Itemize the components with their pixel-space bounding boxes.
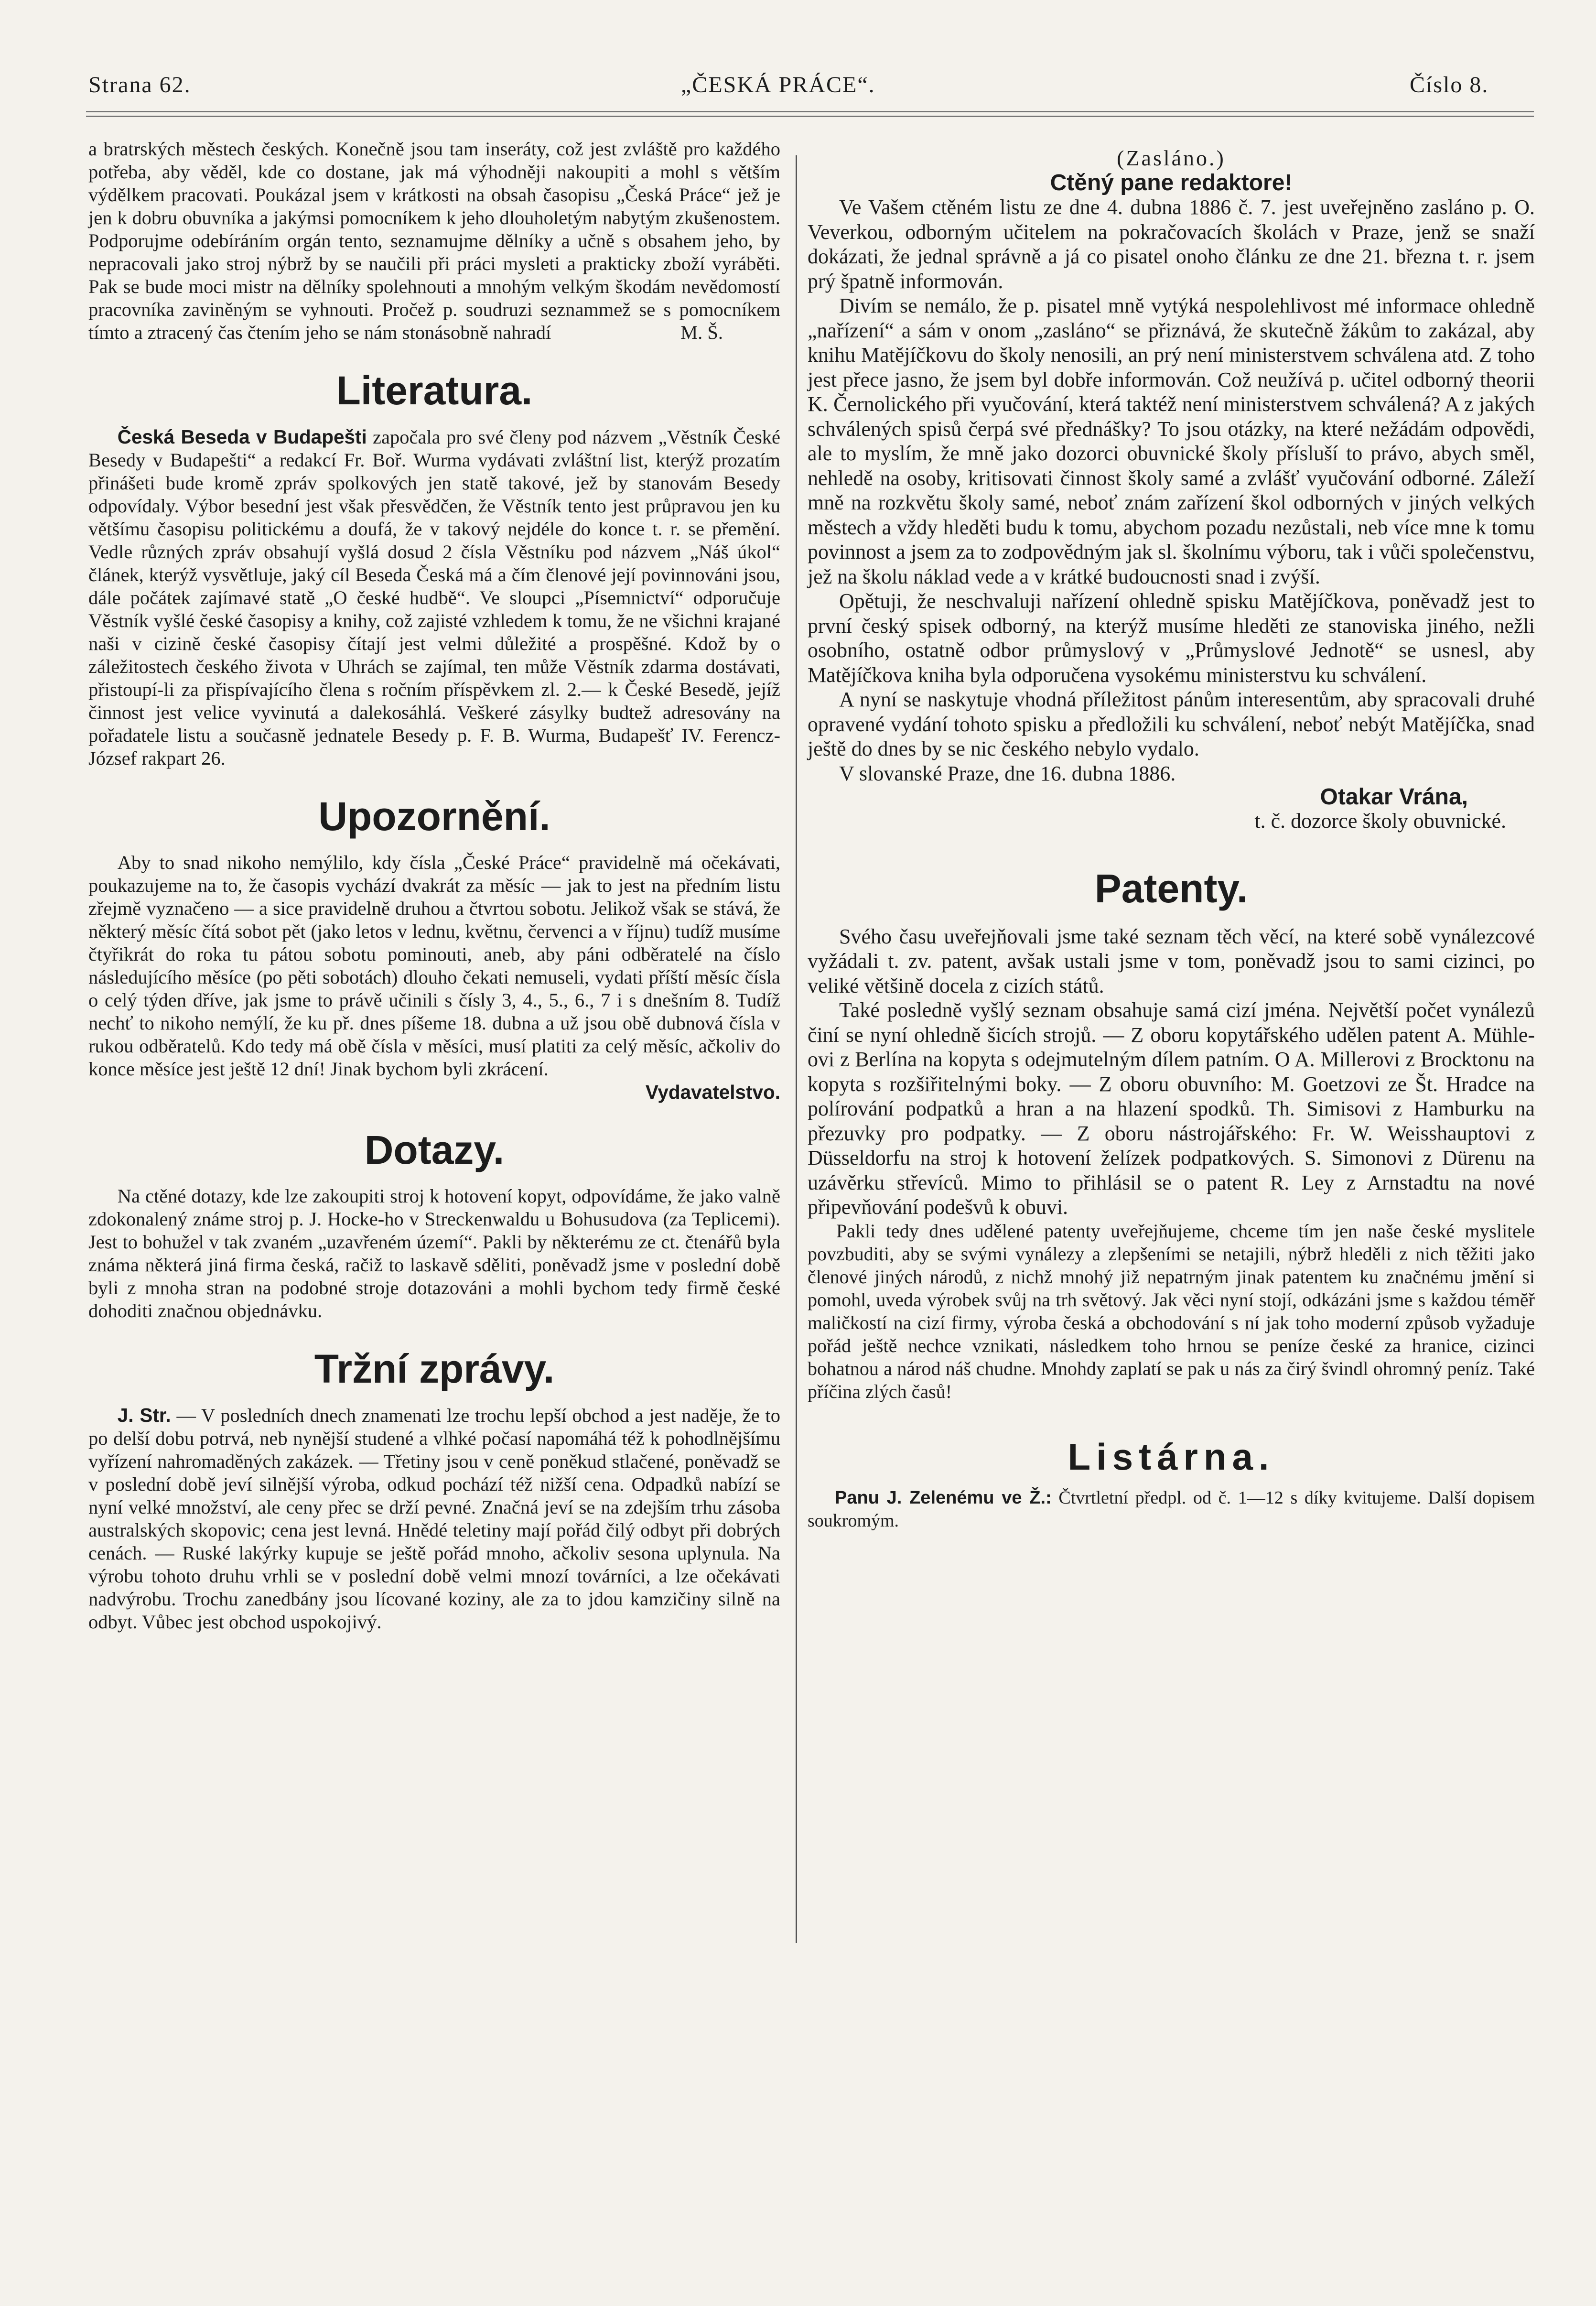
zaslano-paragraph-1: Ve Vašem ctěném listu ze dne 4. dubna 1886 č. 7. jest uveřejněno zasláno p. O. Veverkou, odborným učitelem na pokračovacích školách v Praze, jenž se snaží dokázati, že jednal správně a já co pisatel onoho článku ze dne 21. března t. r. jsem prý špatně informován. xyxy=(808,195,1535,293)
listarna-body: Čtvrtletní předpl. od č. 1—12 s díky kvitujeme. Další dopisem soukromým. xyxy=(808,1487,1535,1531)
zaslano-paragraph-3: Opětuji, že neschvaluji nařízení ohledně spisku Matějíčkova, poněvadž jest to první český spisek odborný, na kterýž musíme hleděti ze stanoviska jiného, nežli osobního, ostatně odbor průmyslový v „Průmyslové Jednotě“ se usnesl, aby Matějíčkova kniha byla odporučena vysokému ministerstvu ku schválení. xyxy=(808,589,1535,687)
zaslano-signature-name: Otakar Vrána, xyxy=(1320,784,1468,810)
section-heading-patenty: Patenty. xyxy=(1094,866,1248,911)
zaslano-heading: (Zasláno.) xyxy=(1117,146,1226,170)
upozorneni-signature: Vydavatelstvo. xyxy=(645,1081,780,1103)
trzni-lead: J. Str. xyxy=(117,1404,171,1426)
article-intro-text: a bratrských městech českých. Konečně jsou tam inseráty, což jest zvláště pro každého potřeba, aby věděl, kde co dostane, jak má výhodněji nakoupiti a mohl s větším výdělkem pracovati. Poukázal jsem v krátkosti na obsah časopisu „Česká Práce“ jež je jen k dobru obuvníka a jakýmsi pomocníkem k jeho dlouholetým nabytým zkušenostem. Podporujme odebíráním orgán tento, seznamujme dělníky a učně s obsahem jeho, by nepracovali jako stroj nýbrž by se naučili při práci mysleti a prakticky zboží vyráběti. Pak se bude moci mistr na dělníky spolehnouti a mnohým velkým škodám nevědomostí pracovníka zaviněným se vyhnouti. Pročež p. soudruzi seznammež se s pomocníkem tímto a ztracený čas čtením jeho se nám stonásobně nahradí xyxy=(88,138,780,343)
zaslano-paragraph-4: A nyní se naskytuje vhodná příležitost pánům interesentům, aby spracovali druhé opravené vydání tohoto spisku a předložili ku schválení, neboť nebýt Matějíčka, snad ještě do dnes by se nic českého nebylo vydalo. xyxy=(808,688,1535,760)
patenty-paragraph-3: Pakli tedy dnes udělené patenty uveřejňujeme, chceme tím jen naše české myslitele povzbuditi, aby se svými vynálezy a zlepšeními se netajili, nýbrž hleděli z nich těžiti jako členové jiných národů, z nichž mnohý již nepatrným jinak patentem ku značnému jmění si pomohl, uveda výrobek svůj na trh světový. Jak věci nyní stojí, odkázáni jsme s každou témĕř maličkostí na cizí firmy, výroba česká a obchodování s ní jak toho moderní způsob vyžaduje pořád ještě nechce vznikati, následkem toho hrnou se peníze české za hranice, cizinci bohatnou a národ náš chudne. Mnohdy zaplatí se pak u nás za čirý švindl ohromný peníz. Také příčina zlých časů! xyxy=(808,1220,1535,1402)
left-column xyxy=(88,138,780,1634)
section-heading-listarna: Listárna. xyxy=(1068,1435,1275,1478)
literatura-text xyxy=(88,425,780,770)
zaslano-paragraph-2: Divím se nemálo, že p. pisatel mně vytýká nespolehlivost mé informace ohledně „nařízení“ a sám v onom „zasláno“ se přiznává, že skutečně žákům to zakázal, aby knihu Matějíčkovu do školy nenosili, an prý není ministerstvem schválena atd. Z toho jest přece jasno, že jsem byl dobře informován. Což neužívá p. učitel odborný theorii K. Černolického při vyučování, která taktéž není ministerstvem schválená? A z jakých schválených spisů čerpá své přednášky? To jsou otázky, na které nežádám odpovědi, ale to myslím, že mně jako dozorci obuvnické školy přísluší to právo, abych směl, nehledě na osoby, kritisovati činnost školy samé a zvlášť vyučování odborné. Záleží mně na rozkvětu školy samé, neboť znám zařízení škol odborných v jiných velkých městech a vždy hleděti budu k tomu, abychom pozadu nezůstali, neb více mne k tomu povinnost a jsem za to zodpovědným jak sl. školnímu výboru, tak i vůči společenstvu, jež na školu náklad vede a v krátké budoucnosti snad i zvýší. xyxy=(808,294,1535,588)
upozorneni-text: Aby to snad nikoho nemýlilo, kdy čísla „České Práce“ pravidelně má očekávati, poukazujeme na to, že časopis vychází dvakrát za měsíc — jak to jest na předním listu zřejmě vyznačeno — a sice pravidelně druhou a čtvrtou sobotu. Jelikož však se stává, že některý měsíc čítá sobot pět (jako letos v lednu, květnu, červenci a v říjnu) tudíž musíme čtyřikrát do roka tu pátou sobotu pominouti, aneb, aby páni odběratelé na číslo následujícího měsíce (po pěti sobotách) dlouho čekati nemuseli, vydati příští měsíc čísla o celý týden dříve, jak jsme to právě učinili s čísly 3, 4., 5., 6., 7 i s dnešním 8. Tudíž nechť to nikoho nemýlí, že ku př. dnes píšeme 18. dubna a už jsou obě dubnová čísla v rukou odběratelů. Kdo tedy má obě čísla v měsíci, musí platiti za celý měsíc, ačkoliv do konce měsíce jest ještě 12 dní! Jinak bychom byli zkrácení. xyxy=(88,852,780,1080)
listarna-lead: Panu J. Zelenému ve Ž.: xyxy=(835,1487,1052,1508)
newspaper-title: „ČESKÁ PRÁCE“. xyxy=(681,72,875,97)
literatura-body: započala pro své členy pod názvem „Věstník České Besedy v Budapešti“ a redakcí Fr. Boř. Wurma vydávati zvláštní list, kterýž prozatím přinášeti bude kromě zpráv spolkových jen statě takové, jež by stanovám Besedy odpovídaly. Výbor besední jest však přesvědčen, že Věstník tento jest průpravou jen ku většímu časopisu politickému a doufá, že v takový nejdéle do konce t. r. se přemění. Vedle různých zpráv obsahují vyšlá dosud 2 čísla Věstníku pod názvem „Náš úkol“ článek, kterýž vysvětluje, jaký cíl Beseda Česká má a čím členové její povinnováni jsou, dále počátek zajímavé statě „O české hudbě“. Ve sloupci „Písemnictví“ odporučuje Věstník vyšlé české časopisy a knihy, což zajisté vzhledem k tomu, že ne všichni krajané naši v cizině české časopisy čítají jest velmi důležité a prospěšné. Kdož by o záležitostech českého života v Uhrách se zajímal, ten může Věstník zdarma dostávati, přistoupí-li za přispívajícího člena s ročním příspěvkem zl. 2.— k České Besedě, jejíž činnost jest velice vyvinutá a dalekosáhlá. Veškeré zásylky budtež adresovány na pořadatele listu a současně jednatele Besedy p. F. B. Wurma, Budapešť IV. Ferencz-József rakpart 26. xyxy=(88,426,780,769)
dotazy-text: Na ctěné dotazy, kde lze zakoupiti stroj k hotovení kopyt, odpovídáme, že jako valně zdokonalený známe stroj p. J. Hocke-ho v Streckenwaldu u Bohusudova (za Teplicemi). Jest to bohužel v tak zvaném „uzavřeném území“. Pakli by některému ze ct. čtenářů byla známa některá jiná firma česká, račiž to laskavě sděliti, poněvadž jsme v poslední době byli z mnoha stran na podobné stroje dotazováni a mohli bychom tedy firmě české dohoditi značnou objednávku. xyxy=(88,1185,780,1321)
page-number: Strana 62. xyxy=(88,72,191,97)
issue-number: Číslo 8. xyxy=(1410,72,1489,97)
section-heading-upozorneni: Upozornění. xyxy=(318,794,550,839)
column-divider xyxy=(796,155,797,1943)
patenty-paragraph-2: Také poslednĕ vyšlý seznam obsahuje samá cizí jména. Největší počet vynálezů činí se nyní ohledně šicích strojů. — Z oboru kopytářského udělen patent A. Mühle-ovi z Berlína na kopyta s odejmutelným dílem patním. O A. Millerovi z Brocktonu na kopyta s rozšiřitelnými boky. — Z oboru obuvního: M. Goetzovi ze Št. Hradce na polírování podpatků a hran a na hlazení spodků. Th. Simisovi z Hamburku na přezuvky pro podpatky. — Z oboru nástrojářského: Fr. W. Weisshauptovi z Düsseldorfu na stroj k hotovení želízek podpatkových. S. Simonovi z Dürenu na uzávěrku střevíců. Mimo to přihlásil se o patent R. Ley z Arnstadtu na nové připevňování podešvů k obuvi. xyxy=(808,998,1535,1219)
zaslano-signature-title: t. č. dozorce školy obuvnické. xyxy=(1254,809,1506,833)
header-rule-bottom xyxy=(86,116,1534,117)
listarna-text xyxy=(808,1486,1535,1532)
listarna-section xyxy=(808,1432,1535,1532)
section-heading-trzni-zpravy: Tržní zprávy. xyxy=(314,1346,555,1391)
right-column xyxy=(808,146,1535,1532)
trzni-text xyxy=(88,1404,780,1634)
literatura-lead: Česká Beseda v Budapešti xyxy=(117,426,367,448)
article-intro xyxy=(88,138,780,344)
section-heading-literatura: Literatura. xyxy=(336,368,533,413)
trzni-body: — V posledních dnech znamenati lze trochu lepší obchod a jest naděje, že to po delší dobu potrvá, neb nynější studené a vlhké počasí napomáhá též k pohodlnějšímu vyřízení nahromaděných zakázek. — Třetiny jsou v ceně poněkud stlačené, poněvadž se v poslední době jeví silnější výroba, odkud pochází též nižší cena. Odpadků nabízí se nyní velké množství, ale ceny přec se drží pevné. Značná jeví se na zdejším trhu zásoba australských skopovic; cena jest levná. Hnědé teletiny mají pořád čilý odbyt při dobrých cenách. — Ruské lakýrky kupuje se ještě pořád mnoho, ačkoliv sesona uplynula. Na výrobu tohoto druhu vrhli se v poslední době velmi mnozí továrníci, a lze očekávati nadvýrobu. Trochu zanedbány jsou lícované koziny, ale za to jdou kamzičiny silně na odbyt. Vůbec jest obchod uspokojivý. xyxy=(88,1405,780,1633)
zaslano-place-date: V slovanské Praze, dne 16. dubna 1886. xyxy=(839,761,1176,785)
article-intro-signature: M. Š. xyxy=(680,322,723,343)
patenty-paragraph-1: Svého času uveřejňovali jsme také seznam těch věcí, na které sobě vynálezcové vyžádali t. zv. patent, avšak ustali jsme v tom, poněvadž jsou to sami cizinci, po veliké většině docela z cizích států. xyxy=(808,924,1535,997)
zaslano-salutation: Ctěný pane redaktore! xyxy=(1050,170,1293,195)
header-rule-top xyxy=(86,111,1534,112)
section-heading-dotazy: Dotazy. xyxy=(364,1127,505,1172)
